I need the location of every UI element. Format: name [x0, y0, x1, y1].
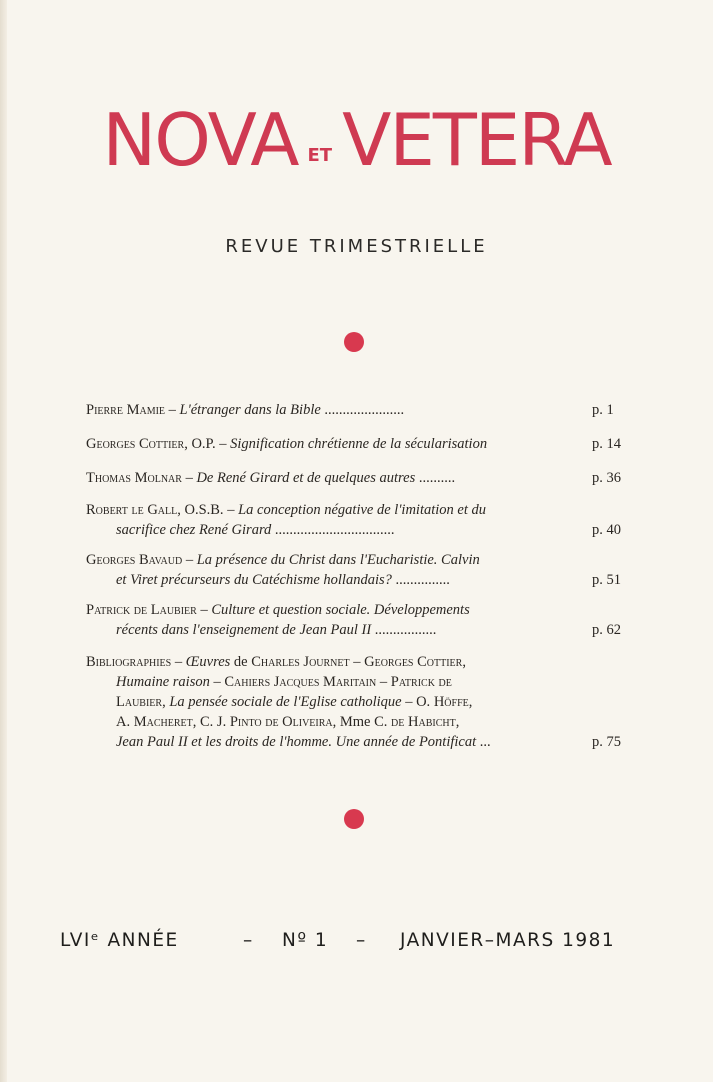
biblio-label: Bibliographies — [86, 654, 172, 670]
toc-leader: ... — [476, 734, 491, 750]
toc-title-continued: et Viret précurseurs du Catéchisme hollandais? — [116, 572, 392, 588]
toc-entry-text — [86, 400, 548, 420]
toc-separator: – — [215, 436, 231, 452]
toc-author: Georges Bavaud — [86, 552, 183, 568]
biblio-separator: – — [171, 654, 186, 670]
masthead-vetera: VETERA — [342, 98, 611, 182]
toc-leader: ................................. — [271, 522, 395, 538]
toc-leader: ...................... — [320, 402, 405, 418]
biblio-separator: – — [209, 674, 225, 690]
toc-author: Georges Cottier, O.P. — [86, 436, 216, 452]
toc-title: L'étranger dans la Bible — [179, 402, 321, 418]
toc-title: Signification chrétienne de la sécularisation — [230, 436, 488, 452]
biblio-author: Georges Cottier, — [364, 654, 466, 670]
toc-page: p. 51 — [592, 572, 621, 588]
biblio-separator: – — [349, 654, 365, 670]
biblio-oeuvres: Œuvres — [185, 654, 231, 670]
biblio-author: Macheret — [133, 714, 193, 730]
toc-separator: – — [181, 470, 197, 486]
toc-title: Culture et question sociale. Développements — [211, 602, 470, 618]
toc-entry-text — [86, 500, 548, 540]
toc-title-continued: récents dans l'enseignement de Jean Paul II — [116, 622, 372, 638]
toc-title: La présence du Christ dans l'Eucharistie. Calvin — [196, 552, 480, 568]
toc-page: p. 62 — [592, 622, 621, 638]
biblio-title: Cahiers Jacques Maritain — [224, 674, 377, 690]
issue-date: JANVIER–MARS 1981 — [400, 930, 616, 951]
journal-masthead — [0, 96, 713, 182]
toc-title-continued: sacrifice chez René Girard — [116, 522, 272, 538]
toc-author: Thomas Molnar — [86, 470, 182, 486]
toc-page: p. 14 — [592, 436, 621, 452]
biblio-author: Pinto de Oliveira — [229, 714, 333, 730]
masthead-et: ET — [307, 145, 333, 166]
decorative-dot-top — [344, 332, 364, 352]
biblio-text: – O. — [401, 694, 434, 710]
biblio-title: Humaine raison — [116, 674, 210, 690]
toc-separator: – — [182, 552, 197, 568]
issue-number: Nº 1 — [282, 930, 329, 951]
toc-separator: – — [165, 402, 180, 418]
biblio-text: de — [230, 654, 252, 670]
toc-entry-text — [86, 600, 548, 640]
issue-footer — [60, 930, 640, 960]
toc-entry-text — [86, 434, 548, 454]
biblio-title: Jean Paul II et les droits de l'homme. Une année de Pontificat — [116, 734, 477, 750]
toc-separator: – — [223, 502, 239, 518]
toc-separator: – — [196, 602, 212, 618]
biblio-separator: – — [376, 674, 391, 690]
toc-author: Robert le Gall, O.S.B. — [86, 502, 224, 518]
biblio-title: La pensée sociale de l'Eglise catholique — [169, 694, 402, 710]
biblio-author: Höffe, — [433, 694, 473, 710]
issue-year: LVIᵉ ANNÉE — [60, 930, 179, 951]
toc-leader: ............... — [391, 572, 450, 588]
decorative-dot-bottom — [344, 809, 364, 829]
biblio-text: , C. J. — [192, 714, 230, 730]
toc-leader: .......... — [415, 470, 456, 486]
biblio-author: Charles Journet — [251, 654, 350, 670]
toc-entry-text — [86, 468, 548, 488]
toc-leader: ................. — [371, 622, 437, 638]
toc-entry-text — [86, 550, 548, 590]
toc-author: Pierre Mamie — [86, 402, 166, 418]
toc-title: De René Girard et de quelques autres — [196, 470, 416, 486]
toc-title: La conception négative de l'imitation et du — [238, 502, 486, 518]
toc-page: p. 75 — [592, 734, 621, 750]
footer-dash: – — [356, 930, 367, 951]
toc-page: p. 36 — [592, 470, 621, 486]
toc-entry-text — [86, 652, 548, 752]
toc-author: Patrick de Laubier — [86, 602, 197, 618]
toc-page: p. 1 — [592, 402, 614, 418]
biblio-author: Patrick de — [390, 674, 452, 690]
masthead-nova: NOVA — [102, 98, 298, 182]
journal-subtitle: REVUE TRIMESTRIELLE — [225, 236, 488, 257]
biblio-text: , Mme C. — [332, 714, 392, 730]
biblio-author: Laubier, — [116, 694, 170, 710]
footer-dash: – — [243, 930, 254, 951]
toc-page: p. 40 — [592, 522, 621, 538]
biblio-text: A. — [116, 714, 134, 730]
biblio-author: de Habicht, — [391, 714, 460, 730]
